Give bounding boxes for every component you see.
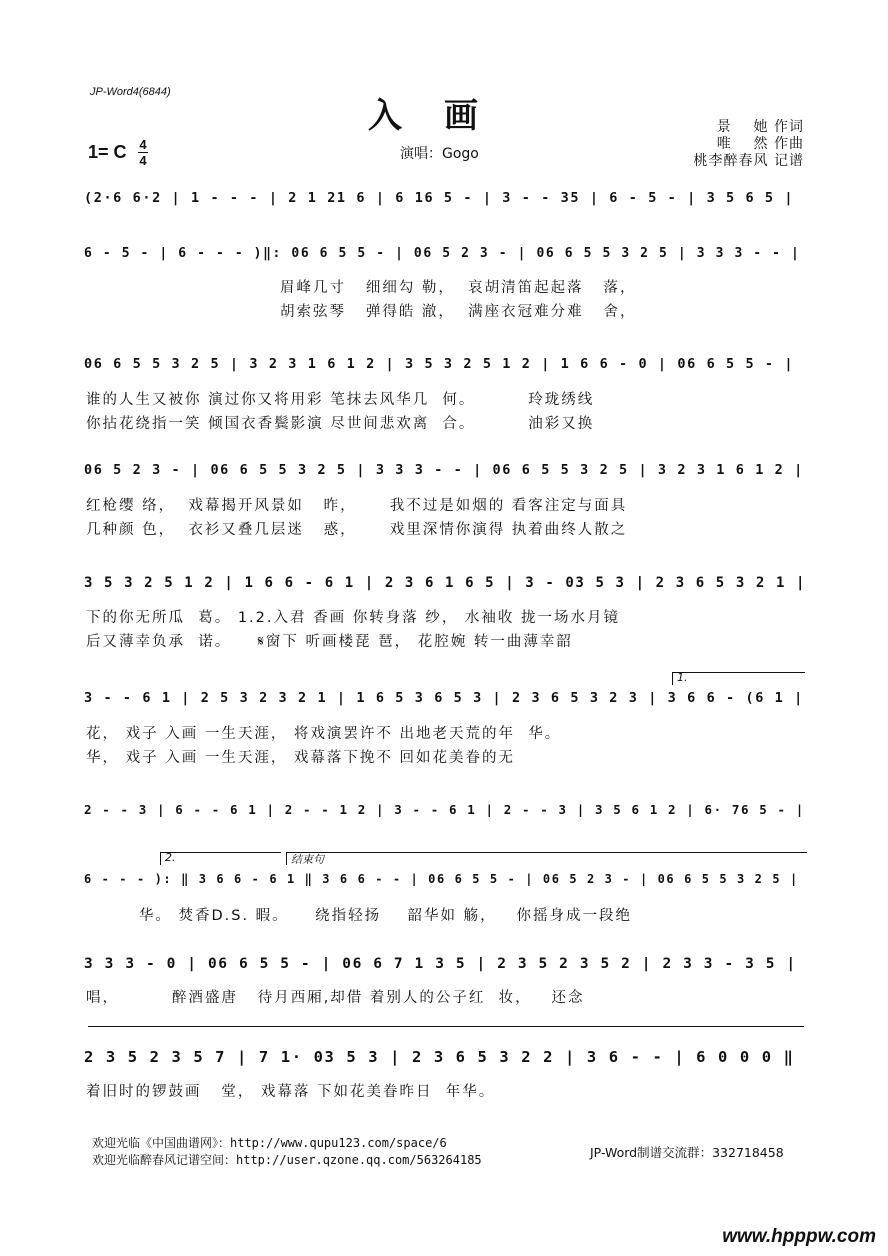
score-system-4-lyric-2: 几种颜 色， 衣衫又叠几层迷 惑， 戏里深情你演得 执着曲终人散之 [86,522,628,538]
score-system-9-notes: 3 3 3 - 0 | 06 6 5 5 - | 06 6 7 1 3 5 | 2 3 5 2 3 5 2 | 2 3 3 - 3 5 | [84,956,797,972]
score-system-5-lyric-1: 下的你无所瓜 葛。 1.2.入君 香画 你转身落 纱， 水袖收 拢一场水月镜 [86,610,621,626]
volta-1-bracket [672,672,805,685]
score-system-4-lyric-1: 红枪缨 络， 戏幕揭开风景如 昨， 我不过是如烟的 看客注定与面具 [86,498,628,514]
score-system-1-notes: (2·6 6·2 | 1 - - - | 2 1 21 6 | 6 16 5 - | 3 - - 35 | 6 - 5 - | 3 5 6 5 | [84,190,795,206]
ending-bracket [286,852,807,865]
score-system-6-lyric-1: 花， 戏子 入画 一生天涯， 将戏演罢许不 出地老天荒的年 华。 [86,726,562,742]
footer-group: JP-Word制谱交流群：332718458 [590,1145,784,1160]
score-system-3-lyric-1: 谁的人生又被你 演过你又将用彩 笔抹去风华几 何。 玲珑绣线 [86,392,595,408]
transcriber-credit: 桃李醉春风 记谱 [693,153,804,169]
site-watermark: www.hpppw.com [722,1226,876,1247]
time-signature [138,138,148,167]
ending-line [88,1026,804,1027]
score-system-2-lyric-1: 眉峰几寸 细细勾 勒， 哀胡清笛起起落 落， [280,280,637,296]
ending-label: 结束句 [291,853,324,866]
score-system-6-lyric-2: 华， 戏子 入画 一生天涯， 戏幕落下挽不 回如花美眷的无 [86,750,516,766]
score-system-9-lyric-1: 唱， 醉酒盛唐 待月西厢,却借 着别人的公子红 妆， 还念 [86,990,585,1006]
score-system-2-notes: 6 - 5 - | 6 - - - )‖: 06 6 5 5 - | 06 5 2 3 - | 06 6 5 5 3 2 5 | 3 3 3 - - | [84,246,801,261]
volta-1-label: 1. [677,671,688,684]
score-system-3-notes: 06 6 5 5 3 2 5 | 3 2 3 1 6 1 2 | 3 5 3 2 5 1 2 | 1 6 6 - 0 | 06 6 5 5 - | [84,356,795,372]
footer-link-2: 欢迎光临醉春风记谱空间：http://user.qzone.qq.com/563264185 [92,1153,482,1167]
score-system-4-notes: 06 5 2 3 - | 06 6 5 5 3 2 5 | 3 3 3 - - | 06 6 5 5 3 2 5 | 3 2 3 1 6 1 2 | [84,462,804,478]
score-system-2-lyric-2: 胡索弦琴 弹得皓 澈， 满座衣冠难分难 舍， [280,304,637,320]
score-system-3-lyric-2: 你拈花绕指一笑 倾国衣香鬓影演 尽世间悲欢离 合。 油彩又换 [86,416,595,432]
time-signature-bottom: 4 [139,153,147,168]
lyricist-credit: 景 她 作词 [716,119,804,135]
key-signature: 1= C [88,142,127,162]
singer-credit: 演唱：Gogo [400,146,479,162]
score-system-10-lyric-1: 着旧时的锣鼓画 堂， 戏幕落 下如花美眷昨日 年华。 [86,1084,496,1100]
score-system-7-notes: 2 - - 3 | 6 - - 6 1 | 2 - - 1 2 | 3 - - 6 1 | 2 - - 3 | 3 5 6 1 2 | 6· 76 5 - | [84,802,805,817]
volta-2-label: 2. [165,851,176,864]
song-title: 入画 [368,96,520,136]
score-system-5-lyric-2: 后又薄幸负承 诺。 𝄋窗下 听画楼琵 琶， 花腔婉 转一曲薄幸韶 [86,634,573,650]
composer-credit: 唯 然 作曲 [716,136,804,152]
score-system-8-notes: 6 - - - ): ‖ 3 6 6 - 6 1 ‖ 3 6 6 - - | 06 6 5 5 - | 06 5 2 3 - | 06 6 5 5 3 2 5 | [84,872,799,886]
software-label: JP-Word4(6844) [90,86,171,98]
time-signature-top: 4 [139,137,147,152]
score-system-5-notes: 3 5 3 2 5 1 2 | 1 6 6 - 6 1 | 2 3 6 1 6 5 | 3 - 03 5 3 | 2 3 6 5 3 2 1 | [84,575,807,591]
score-system-8-lyric-1: 华。 焚香D.S. 暇。 绕指轻扬 韶华如 觞， 你摇身成一段绝 [86,908,632,924]
volta-2-bracket [160,852,281,865]
score-system-6-notes: 3 - - 6 1 | 2 5 3 2 3 2 1 | 1 6 5 3 6 5 3 | 2 3 6 5 3 2 3 | 3 6 6 - (6 1 | [84,690,804,706]
score-system-10-notes: 2 3 5 2 3 5 7 | 7 1· 03 5 3 | 2 3 6 5 3 2 2 | 3 6 - - | 6 0 0 0 ‖ [84,1048,795,1066]
footer-link-1: 欢迎光临《中国曲谱网》：http://www.qupu123.com/space/6 [92,1136,447,1150]
